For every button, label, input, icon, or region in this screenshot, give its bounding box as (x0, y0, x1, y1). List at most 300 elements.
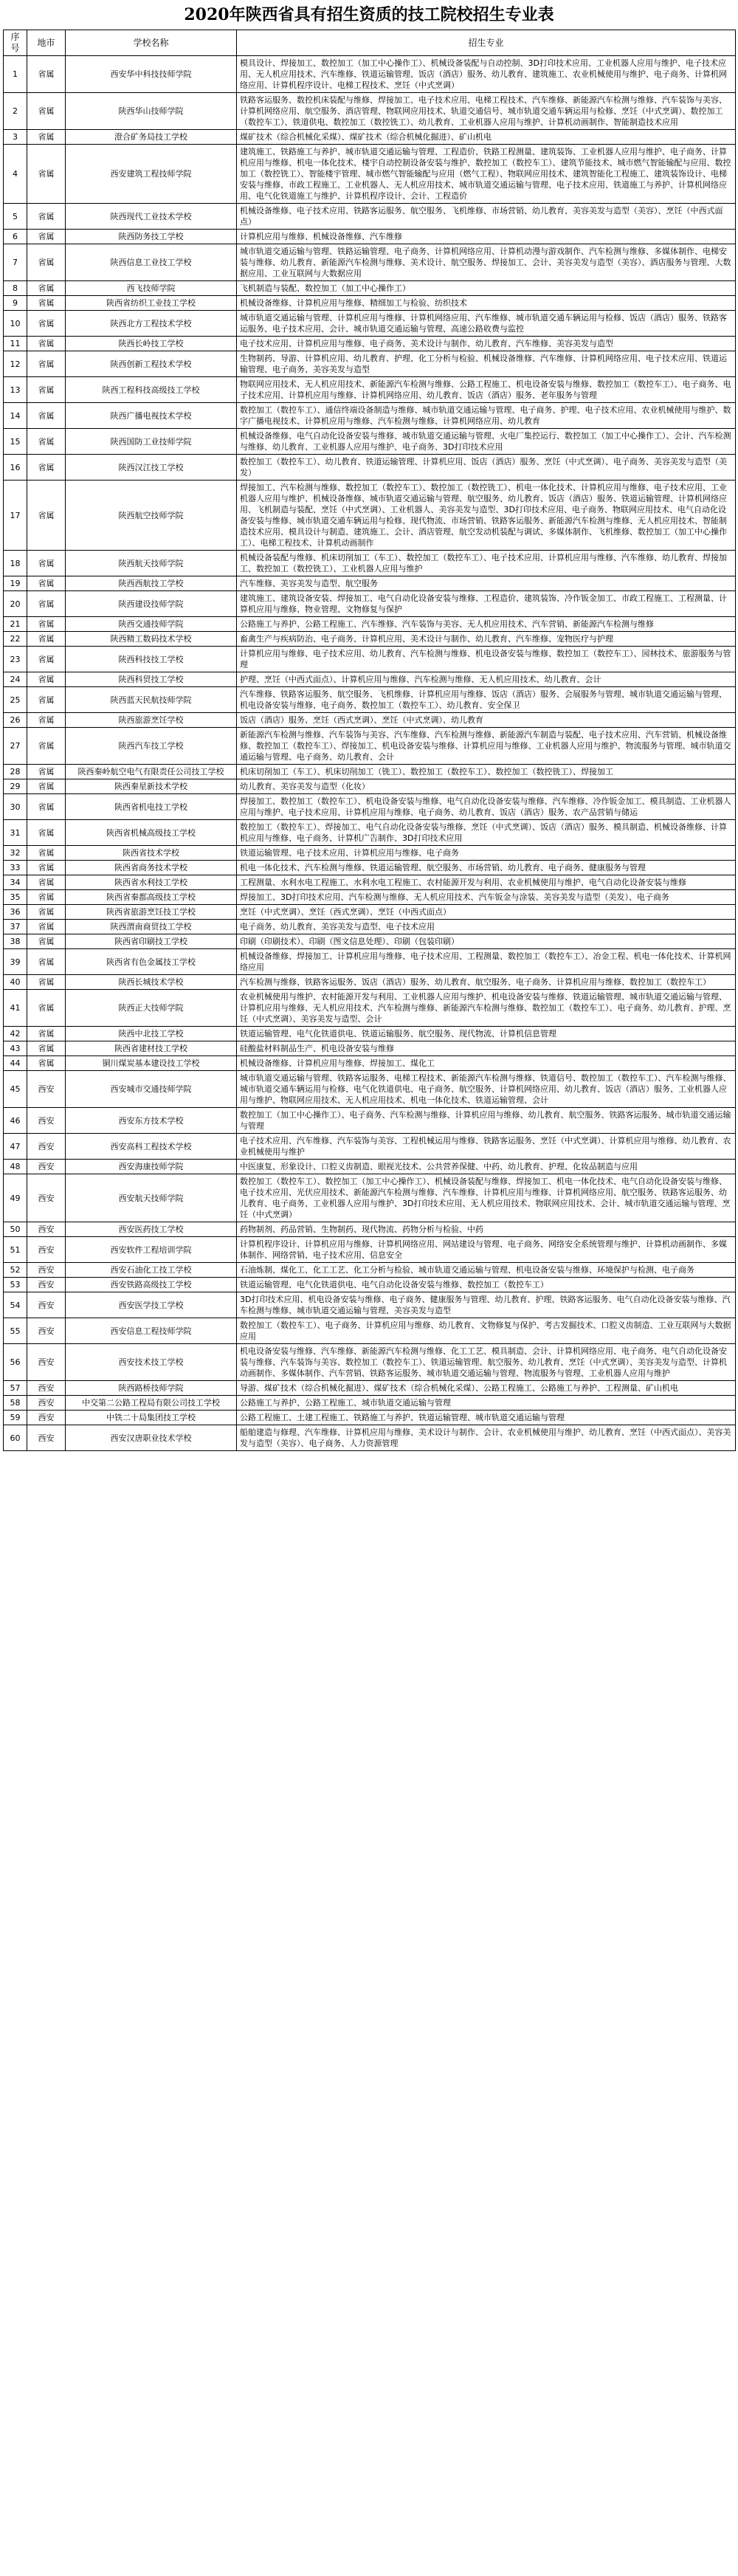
table-row (4, 975, 736, 990)
table-row (4, 204, 736, 230)
cell-school: 陕西华山技师学院 (66, 93, 237, 130)
table-row (4, 1278, 736, 1292)
cell-school: 陕西省印刷技工学校 (66, 934, 237, 949)
cell-majors: 3D打印技术应用、机电设备安装与维修、电子商务、健康服务与管理、幼儿教育、护理、铁路客运服务、电气自动化设备安装与维修、汽车检测与维修、城市轨道交通运输与管理、美容美发与造型 (237, 1292, 736, 1318)
cell-no: 21 (4, 617, 27, 632)
cell-no: 37 (4, 920, 27, 934)
cell-no: 57 (4, 1381, 27, 1396)
table-row (4, 351, 736, 377)
table-row (4, 1411, 736, 1425)
cell-majors: 数控加工（数控车工）、电子商务、计算机应用与维修、幼儿教育、文物修复与保护、考古发掘技术、口腔义齿制造、工业互联网与大数据应用 (237, 1318, 736, 1344)
cell-region: 省属 (27, 1027, 66, 1041)
cell-no: 55 (4, 1318, 27, 1344)
cell-majors: 生物制药、导游、计算机应用、幼儿教育、护理、化工分析与检验、机械设备维修、汽车维修、计算机网络应用、电子技术应用、铁道运输管理、电子商务、美容美发与造型 (237, 351, 736, 377)
cell-region: 西安 (27, 1071, 66, 1108)
cell-region: 省属 (27, 481, 66, 551)
table-row (4, 920, 736, 934)
cell-school: 陕西长城技术学校 (66, 975, 237, 990)
table-row (4, 875, 736, 890)
cell-no: 5 (4, 204, 27, 230)
table-row (4, 647, 736, 672)
cell-majors: 煤矿技术（综合机械化采煤）、煤矿技术（综合机械化掘进）、矿山机电 (237, 130, 736, 145)
cell-region: 省属 (27, 351, 66, 377)
cell-school: 陕西科技技工学校 (66, 647, 237, 672)
table-body (4, 56, 736, 1451)
cell-region: 省属 (27, 230, 66, 244)
table-row (4, 1134, 736, 1160)
cell-school: 陕西汽车技工学校 (66, 728, 237, 765)
cell-school: 陕西西航技工学校 (66, 576, 237, 591)
cell-majors: 石油炼制、煤化工、化工工艺、化工分析与检验、城市轨道交通运输与管理、机电设备安装与维修、环境保护与检测、电子商务 (237, 1263, 736, 1278)
cell-no: 19 (4, 576, 27, 591)
cell-majors: 机电设备安装与维修、汽车维修、新能源汽车检测与维修、化工工艺、模具制造、会计、计算机网络应用、电子商务、电气自动化设备安装与维修、汽车装饰与美容、数控加工（数控车工）、铁道运输管理、航空服务、幼儿教育、烹饪（中式烹调）、美容美发与造型、计算机动画制作、多媒体制作、汽车营销、铁路客运服务、城市轨道交通运输与管理、物流服务与管理、工业机器人应用与维护 (237, 1344, 736, 1381)
cell-region: 西安 (27, 1381, 66, 1396)
cell-region: 西安 (27, 1108, 66, 1134)
cell-majors: 中医康复、形象设计、口腔义齿制造、眼视光技术、公共营养保健、中药、幼儿教育、护理、化妆品制造与应用 (237, 1160, 736, 1174)
cell-school: 陕西省机械高级技工学校 (66, 820, 237, 846)
table-row (4, 728, 736, 765)
table-row (4, 576, 736, 591)
cell-no: 18 (4, 551, 27, 576)
cell-no: 11 (4, 337, 27, 351)
cell-majors: 公路施工与养护、公路工程施工、城市轨道交通运输与管理 (237, 1396, 736, 1411)
cell-majors: 印刷（印刷技术）、印刷（图文信息处理）、印刷（包装印刷） (237, 934, 736, 949)
table-row (4, 481, 736, 551)
cell-region: 省属 (27, 1041, 66, 1056)
table-row (4, 1263, 736, 1278)
cell-region: 西安 (27, 1160, 66, 1174)
cell-no: 58 (4, 1396, 27, 1411)
cell-school: 陕西防务技工学校 (66, 230, 237, 244)
table-row (4, 905, 736, 920)
cell-majors: 铁道运输管理、电子技术应用、计算机应用与维修、电子商务 (237, 846, 736, 861)
table-row (4, 1160, 736, 1174)
table-row (4, 765, 736, 779)
table-row (4, 949, 736, 975)
cell-region: 省属 (27, 296, 66, 311)
cell-no: 12 (4, 351, 27, 377)
cell-no: 42 (4, 1027, 27, 1041)
cell-no: 54 (4, 1292, 27, 1318)
cell-region: 省属 (27, 403, 66, 429)
cell-no: 16 (4, 455, 27, 481)
cell-region: 省属 (27, 281, 66, 296)
cell-no: 28 (4, 765, 27, 779)
table-row (4, 820, 736, 846)
cell-no: 34 (4, 875, 27, 890)
table-row (4, 846, 736, 861)
cell-no: 14 (4, 403, 27, 429)
cell-majors: 建筑施工、铁路施工与养护、城市轨道交通运输与管理、工程造价、铁路工程测量、建筑装饰、工业机器人应用与维护、电子商务、计算机应用与维修、机电一体化技术、楼宇自动控制设备安装与维护、数控加工（数控车工）、建筑节能技术、城市燃气智能输配与应用、数控加工（数控铣工）、智能楼宇管理、城市燃气智能输配与应用（燃气工程）、物联网应用技术、建筑智能化工程施工、建筑装饰设计、电梯安装与维修、市政工程施工、工业机器人、无人机应用技术、城市轨道交通运输与管理、电子技术应用、铁道施工与养护、计算机网络应用、电气化铁道施工与维护、计算机程序设计、会计、工程造价 (237, 145, 736, 204)
cell-region: 西安 (27, 1344, 66, 1381)
cell-school: 中铁二十局集团技工学校 (66, 1411, 237, 1425)
cell-majors: 汽车检测与维修、铁路客运服务、饭店（酒店）服务、幼儿教育、航空服务、电子商务、计算机应用与维修、数控加工（数控车工） (237, 975, 736, 990)
cell-school: 陕西现代工业技术学校 (66, 204, 237, 230)
table-row (4, 403, 736, 429)
cell-majors: 计算机应用与维修、机械设备维修、汽车维修 (237, 230, 736, 244)
cell-majors: 计算机应用与维修、电子技术应用、幼儿教育、汽车检测与维修、机电设备安装与维修、数控加工（数控车工）、园林技术、旅游服务与管理 (237, 647, 736, 672)
cell-no: 15 (4, 429, 27, 455)
majors-table (3, 30, 736, 1451)
cell-school: 西安技术技工学校 (66, 1344, 237, 1381)
cell-no: 31 (4, 820, 27, 846)
cell-majors: 数控加工（加工中心操作工）、电子商务、汽车检测与维修、计算机应用与维修、幼儿教育、航空服务、铁路客运服务、城市轨道交通运输与管理 (237, 1108, 736, 1134)
cell-school: 西安航天技师学院 (66, 1174, 237, 1222)
cell-majors: 城市轨道交通运输与管理、计算机应用与维修、计算机网络应用、汽车维修、城市轨道交通车辆运用与检修、饭店（酒店）服务、铁路客运服务、电子技术应用、会计、城市轨道交通运输与管理、高速公路收费与监控 (237, 311, 736, 337)
cell-school: 陕西交通技师学院 (66, 617, 237, 632)
table-row (4, 617, 736, 632)
cell-region: 省属 (27, 890, 66, 905)
cell-no: 56 (4, 1344, 27, 1381)
cell-region: 省属 (27, 794, 66, 820)
cell-no: 44 (4, 1056, 27, 1071)
cell-no: 45 (4, 1071, 27, 1108)
cell-region: 省属 (27, 1056, 66, 1071)
cell-school: 陕西汉江技工学校 (66, 455, 237, 481)
cell-majors: 农业机械使用与维护、农村能源开发与利用、工业机器人应用与维护、机电设备安装与维修、铁道运输管理、城市轨道交通运输与管理、计算机应用与维修、无人机应用技术、汽车检测与维修、新能源汽车检测与维修、数控加工（数控车工）、电子商务、幼儿教育、护理、烹饪（中式烹调）、美容美发与造型、会计 (237, 990, 736, 1027)
cell-no: 38 (4, 934, 27, 949)
cell-school: 陕西北方工程技术学校 (66, 311, 237, 337)
cell-region: 省属 (27, 244, 66, 281)
cell-majors: 城市轨道交通运输与管理、铁路运输管理、电子商务、计算机网络应用、计算机动漫与游戏制作、汽车检测与维修、多媒体制作、电梯安装与维修、幼儿教育、新能源汽车检测与维修、美术设计、航空服务、焊接加工、会计、美容美发与造型（美容）、酒店服务与管理、大数据应用、工业互联网与大数据应用 (237, 244, 736, 281)
cell-majors: 机械设备维修、电气自动化设备安装与维修、城市轨道交通运输与管理、火电厂集控运行、数控加工（加工中心操作工）、会计、汽车检测与维修、幼儿教育、工业机器人应用与维护、电子商务、3D打印技术应用 (237, 429, 736, 455)
cell-region: 西安 (27, 1396, 66, 1411)
cell-no: 4 (4, 145, 27, 204)
cell-majors: 汽车维修、美容美发与造型、航空服务 (237, 576, 736, 591)
cell-region: 西安 (27, 1134, 66, 1160)
cell-region: 省属 (27, 672, 66, 687)
cell-majors: 公路工程施工、土建工程施工、铁路施工与养护、铁道运输管理、城市轨道交通运输与管理 (237, 1411, 736, 1425)
table-row (4, 990, 736, 1027)
table-row (4, 1396, 736, 1411)
cell-majors: 硅酸盐材料制品生产、机电设备安装与维修 (237, 1041, 736, 1056)
cell-majors: 数控加工（数控车工）、通信终端设备制造与维修、城市轨道交通运输与管理、电子商务、护理、电子技术应用、农业机械使用与维护、数字广播电视技术、计算机应用与维修、汽车检测与维修、计算机网络应用、幼儿教育 (237, 403, 736, 429)
cell-no: 49 (4, 1174, 27, 1222)
cell-majors: 数控加工（数控车工）、幼儿教育、铁道运输管理、计算机应用、饭店（酒店）服务、烹饪（中式烹调）、电子商务、美容美发与造型（美发） (237, 455, 736, 481)
cell-region: 省属 (27, 617, 66, 632)
cell-majors: 机械设备维修、焊接加工、计算机应用与维修、电子技术应用、工程测量、数控加工（数控车工）、冶金工程、机电一体化技术、计算机网络应用 (237, 949, 736, 975)
cell-region: 西安 (27, 1278, 66, 1292)
cell-region: 西安 (27, 1425, 66, 1451)
cell-no: 17 (4, 481, 27, 551)
cell-majors: 模具设计、焊接加工、数控加工（加工中心操作工）、机械设备装配与自动控制、3D打印技术应用、工业机器人应用与维护、电子技术应用、无人机应用技术、汽车维修、铁道运输管理、饭店（酒店）服务、幼儿教育、建筑施工、农业机械使用与维护、电子商务、计算机网络应用、计算机程序设计、电梯工程技术、烹饪（中式烹调） (237, 56, 736, 93)
table-row (4, 244, 736, 281)
cell-region: 省属 (27, 846, 66, 861)
cell-majors: 机械设备维修、计算机应用与维修、精细加工与检验、纺织技术 (237, 296, 736, 311)
cell-majors: 机械设备维修、电子技术应用、铁路客运服务、航空服务、飞机维修、市场营销、幼儿教育、美容美发与造型（美容）、烹饪（中西式面点） (237, 204, 736, 230)
cell-school: 陕西路桥技师学院 (66, 1381, 237, 1396)
cell-school: 陕西省水利技工学校 (66, 875, 237, 890)
cell-no: 33 (4, 861, 27, 875)
cell-region: 省属 (27, 56, 66, 93)
cell-region: 省属 (27, 920, 66, 934)
cell-majors: 幼儿教育、美容美发与造型（化妆） (237, 779, 736, 794)
cell-school: 陕西渭南商贸技工学校 (66, 920, 237, 934)
cell-no: 23 (4, 647, 27, 672)
cell-school: 陕西省秦都高级技工学校 (66, 890, 237, 905)
cell-no: 46 (4, 1108, 27, 1134)
cell-school: 陕西蓝天民航技师学院 (66, 687, 237, 713)
cell-region: 省属 (27, 429, 66, 455)
cell-no: 30 (4, 794, 27, 820)
cell-no: 22 (4, 632, 27, 647)
cell-no: 50 (4, 1222, 27, 1237)
table-row (4, 429, 736, 455)
cell-majors: 电子商务、幼儿教育、美容美发与造型、电子技术应用 (237, 920, 736, 934)
cell-no: 39 (4, 949, 27, 975)
cell-no: 20 (4, 591, 27, 617)
cell-majors: 机电一体化技术、汽车检测与维修、铁道运输管理、航空服务、市场营销、幼儿教育、电子商务、健康服务与管理 (237, 861, 736, 875)
cell-no: 35 (4, 890, 27, 905)
cell-majors: 铁道运输管理、电气化铁道供电、铁道运输服务、航空服务、现代物流、计算机信息管理 (237, 1027, 736, 1041)
cell-region: 西安 (27, 1222, 66, 1237)
cell-region: 省属 (27, 820, 66, 846)
table-row (4, 779, 736, 794)
cell-majors: 焊接加工、汽车检测与维修、数控加工（数控车工）、数控加工（数控铣工）、机电一体化技术、计算机应用与维修、电子技术应用、工业机器人应用与维护、机械设备维修、城市轨道交通运输与管理、航空服务、幼儿教育、饭店（酒店）服务、铁道运输管理、计算机网络应用、飞机制造与装配、烹饪（中式烹调）、工业机器人、美容美发与造型、3D打印技术应用、电子商务、物联网应用技术、电气自动化设备安装与维修、城市轨道交通车辆运用与检修、现代物流、市场营销、铁路客运服务、新能源汽车检测与维修、无人机应用技术、智能制造技术应用、模具设计与制造、建筑施工、会计、酒店管理、航空发动机装配与调试、多媒体制作、飞机维修、数控加工（加工中心操作工）、电梯工程技术、计算机动画制作 (237, 481, 736, 551)
cell-majors: 焊接加工、3D打印技术应用、汽车检测与维修、无人机应用技术、汽车钣金与涂装、美容美发与造型（美发）、电子商务 (237, 890, 736, 905)
table-row (4, 1071, 736, 1108)
cell-school: 陕西中北技工学校 (66, 1027, 237, 1041)
cell-no: 27 (4, 728, 27, 765)
cell-school: 陕西正大技师学院 (66, 990, 237, 1027)
cell-no: 60 (4, 1425, 27, 1451)
header-majors: 招生专业 (237, 30, 736, 56)
cell-school: 陕西省建材技工学校 (66, 1041, 237, 1056)
table-row (4, 230, 736, 244)
cell-majors: 机械设备维修、计算机应用与维修、焊接加工、煤化工 (237, 1056, 736, 1071)
cell-school: 陕西工程科技高级技工学校 (66, 377, 237, 403)
cell-no: 48 (4, 1160, 27, 1174)
table-row (4, 281, 736, 296)
cell-school: 陕西省有色金属技工学校 (66, 949, 237, 975)
cell-school: 西安软件工程培训学院 (66, 1237, 237, 1263)
cell-majors: 机械设备装配与维修、机床切削加工（车工）、数控加工（数控车工）、电子技术应用、计算机应用与维修、汽车维修、幼儿教育、焊接加工、数控加工（数控铣工）、工业机器人应用与维护 (237, 551, 736, 576)
table-row (4, 93, 736, 130)
table-row (4, 377, 736, 403)
cell-no: 43 (4, 1041, 27, 1056)
cell-region: 西安 (27, 1174, 66, 1222)
cell-school: 陕西信息工业技工学校 (66, 244, 237, 281)
cell-school: 陕西航天技师学院 (66, 551, 237, 576)
cell-region: 西安 (27, 1292, 66, 1318)
cell-no: 51 (4, 1237, 27, 1263)
table-row (4, 1174, 736, 1222)
cell-region: 省属 (27, 687, 66, 713)
cell-majors: 建筑施工、建筑设备安装、焊接加工、电气自动化设备安装与维修、工程造价、建筑装饰、冷作钣金加工、市政工程施工、工程测量、计算机应用与维修、物业管理、文物修复与保护 (237, 591, 736, 617)
cell-majors: 护理、烹饪（中西式面点）、计算机应用与维修、汽车检测与维修、无人机应用技术、幼儿教育、会计 (237, 672, 736, 687)
cell-school: 铜川煤炭基本建设技工学校 (66, 1056, 237, 1071)
table-header-row (4, 30, 736, 56)
cell-no: 47 (4, 1134, 27, 1160)
cell-school: 陕西省技术学校 (66, 846, 237, 861)
cell-school: 西安信息工程技师学院 (66, 1318, 237, 1344)
cell-region: 西安 (27, 1411, 66, 1425)
cell-majors: 铁道运输管理、电气化铁道供电、电气自动化设备安装与维修、数控加工（数控车工） (237, 1278, 736, 1292)
cell-no: 13 (4, 377, 27, 403)
cell-no: 36 (4, 905, 27, 920)
table-row (4, 551, 736, 576)
cell-region: 省属 (27, 145, 66, 204)
cell-no: 7 (4, 244, 27, 281)
cell-school: 中交第二公路工程局有限公司技工学校 (66, 1396, 237, 1411)
cell-region: 省属 (27, 455, 66, 481)
table-row (4, 687, 736, 713)
cell-majors: 药物制剂、药品营销、生物制药、现代物流、药物分析与检验、中药 (237, 1222, 736, 1237)
cell-no: 1 (4, 56, 27, 93)
cell-no: 8 (4, 281, 27, 296)
cell-school: 陕西科贸技工学校 (66, 672, 237, 687)
cell-school: 澄合矿务局技工学校 (66, 130, 237, 145)
cell-majors: 计算机程序设计、计算机应用与维修、计算机网络应用、网站建设与管理、电子商务、网络安全系统管理与维护、计算机动画制作、多媒体制作、网络营销、电子技术应用、信息安全 (237, 1237, 736, 1263)
cell-region: 省属 (27, 990, 66, 1027)
cell-school: 西安医药技工学校 (66, 1222, 237, 1237)
cell-region: 省属 (27, 861, 66, 875)
cell-no: 29 (4, 779, 27, 794)
cell-school: 西飞技师学院 (66, 281, 237, 296)
table-row (4, 145, 736, 204)
cell-region: 省属 (27, 130, 66, 145)
cell-region: 省属 (27, 632, 66, 647)
cell-school: 西安城市交通技师学院 (66, 1071, 237, 1108)
cell-region: 省属 (27, 779, 66, 794)
cell-no: 24 (4, 672, 27, 687)
cell-majors: 电子技术应用、汽车维修、汽车装饰与美容、工程机械运用与维修、铁路客运服务、烹饪（中式烹调）、计算机应用与维修、幼儿教育、农业机械使用与维护 (237, 1134, 736, 1160)
table-row (4, 794, 736, 820)
table-row (4, 591, 736, 617)
cell-region: 省属 (27, 975, 66, 990)
cell-school: 西安石油化工技工学校 (66, 1263, 237, 1278)
cell-school: 陕西省商务技术学校 (66, 861, 237, 875)
table-row (4, 1027, 736, 1041)
table-row (4, 861, 736, 875)
table-row (4, 672, 736, 687)
cell-no: 26 (4, 713, 27, 728)
cell-region: 省属 (27, 551, 66, 576)
table-row (4, 1237, 736, 1263)
cell-region: 省属 (27, 93, 66, 130)
table-row (4, 56, 736, 93)
table-row (4, 130, 736, 145)
cell-school: 陕西创新工程技术学校 (66, 351, 237, 377)
cell-region: 西安 (27, 1237, 66, 1263)
cell-majors: 数控加工（数控车工）、焊接加工、电气自动化设备安装与维修、烹饪（中式烹调）、饭店（酒店）服务、模具制造、机械设备维修、计算机应用与维修、电子商务、计算机广告制作、3D打印技术应用 (237, 820, 736, 846)
cell-no: 40 (4, 975, 27, 990)
cell-no: 59 (4, 1411, 27, 1425)
cell-school: 陕西广播电视技术学校 (66, 403, 237, 429)
cell-region: 省属 (27, 905, 66, 920)
cell-majors: 导游、煤矿技术（综合机械化掘进）、煤矿技术（综合机械化采煤）、公路工程施工、公路施工与养护、工程测量、矿山机电 (237, 1381, 736, 1396)
cell-region: 省属 (27, 337, 66, 351)
cell-majors: 数控加工（数控车工）、数控加工（加工中心操作工）、机械设备装配与维修、焊接加工、机电一体化技术、电气自动化设备安装与维修、电子技术应用、光伏应用技术、新能源汽车检测与维修、汽车维修、计算机应用与维修、计算机网络应用、航空服务、铁路客运服务、幼儿教育、电子商务、工业机器人应用与维护、3D打印技术应用、无人机应用技术、物联网应用技术、会计、城市轨道交通运输与管理、烹饪（中式烹调） (237, 1174, 736, 1222)
cell-school: 陕西国防工业技师学院 (66, 429, 237, 455)
table-row (4, 1041, 736, 1056)
cell-school: 陕西旅游烹饪学校 (66, 713, 237, 728)
cell-school: 陕西建设技师学院 (66, 591, 237, 617)
cell-no: 41 (4, 990, 27, 1027)
cell-majors: 物联网应用技术、无人机应用技术、新能源汽车检测与维修、公路工程施工、机电设备安装与维修、数控加工（数控车工）、电子商务、电子技术应用、计算机应用与维修、计算机网络应用、幼儿教育、饭店（酒店）服务、老年服务与管理 (237, 377, 736, 403)
table-row (4, 890, 736, 905)
cell-school: 西安海康技师学院 (66, 1160, 237, 1174)
cell-region: 省属 (27, 576, 66, 591)
cell-majors: 公路施工与养护、公路工程施工、汽车维修、汽车装饰与美容、无人机应用技术、汽车营销、新能源汽车检测与维修 (237, 617, 736, 632)
table-row (4, 1318, 736, 1344)
table-row (4, 337, 736, 351)
cell-majors: 饭店（酒店）服务、烹饪（西式烹调）、烹饪（中式烹调）、幼儿教育 (237, 713, 736, 728)
cell-no: 2 (4, 93, 27, 130)
cell-school: 西安汉唐职业技术学校 (66, 1425, 237, 1451)
cell-majors: 船舶建造与修理、汽车维修、计算机应用与维修、美术设计与制作、会计、农业机械使用与维护、幼儿教育、烹饪（中西式面点）、美容美发与造型（美容）、电子商务、人力资源管理 (237, 1425, 736, 1451)
cell-school: 陕西秦星新技术学校 (66, 779, 237, 794)
cell-school: 陕西长岭技工学校 (66, 337, 237, 351)
table-row (4, 1292, 736, 1318)
cell-majors: 电子技术应用、计算机应用与维修、电子商务、美术设计与制作、幼儿教育、汽车维修、美容美发与造型 (237, 337, 736, 351)
page-title: 2020年陕西省具有招生资质的技工院校招生专业表 (184, 5, 554, 24)
header-region: 地市 (27, 30, 66, 56)
table-row (4, 1425, 736, 1451)
cell-school: 陕西省旅游烹饪技工学校 (66, 905, 237, 920)
cell-no: 9 (4, 296, 27, 311)
cell-majors: 城市轨道交通运输与管理、铁路客运服务、电梯工程技术、新能源汽车检测与维修、铁道信号、数控加工（数控车工）、汽车检测与维修、城市轨道交通车辆运用与检修、电气化铁道供电、电子商务、航空服务、计算机网络应用、幼儿教育、饭店（酒店）服务、工业机器人应用与维护、物联网应用技术、无人机应用技术、机电一体化技术、铁道运输管理、会计 (237, 1071, 736, 1108)
cell-no: 6 (4, 230, 27, 244)
cell-majors: 焊接加工、数控加工（数控车工）、机电设备安装与维修、电气自动化设备安装与维修、汽车维修、冷作钣金加工、模具制造、工业机器人应用与维护、电子技术应用、计算机应用与维修、电子商务、幼儿教育、饭店（酒店）服务、农产品营销与储运 (237, 794, 736, 820)
cell-no: 32 (4, 846, 27, 861)
cell-region: 省属 (27, 377, 66, 403)
cell-region: 省属 (27, 765, 66, 779)
cell-school: 陕西省纺织工业技工学校 (66, 296, 237, 311)
cell-region: 省属 (27, 204, 66, 230)
cell-majors: 新能源汽车检测与维修、汽车装饰与美容、汽车维修、汽车检测与维修、新能源汽车制造与装配、电子技术应用、汽车营销、机械设备维修、数控加工（数控车工）、焊接加工、机电设备安装与维修、计算机应用与维修、工业机器人应用与维护、物流服务与管理、城市轨道交通运输与管理、电子商务、幼儿教育、会计 (237, 728, 736, 765)
table-row (4, 1056, 736, 1071)
cell-region: 省属 (27, 647, 66, 672)
table-row (4, 632, 736, 647)
cell-region: 省属 (27, 934, 66, 949)
cell-region: 省属 (27, 875, 66, 890)
cell-majors: 机床切削加工（车工）、机床切削加工（铣工）、数控加工（数控车工）、数控加工（数控铣工）、焊接加工 (237, 765, 736, 779)
cell-region: 西安 (27, 1318, 66, 1344)
header-school: 学校名称 (66, 30, 237, 56)
cell-no: 25 (4, 687, 27, 713)
cell-majors: 汽车维修、铁路客运服务、航空服务、飞机维修、计算机应用与维修、饭店（酒店）服务、会展服务与管理、城市轨道交通运输与管理、机电设备安装与维修、电子商务、数控加工（数控车工）、幼儿教育、安全保卫 (237, 687, 736, 713)
cell-school: 陕西航空技师学院 (66, 481, 237, 551)
table-row (4, 296, 736, 311)
cell-majors: 工程测量、水利水电工程施工、水利水电工程施工、农村能源开发与利用、农业机械使用与维护、电气自动化设备安装与维修 (237, 875, 736, 890)
table-row (4, 311, 736, 337)
cell-region: 省属 (27, 591, 66, 617)
cell-school: 陕西省机电技工学校 (66, 794, 237, 820)
cell-school: 西安高科工程技术学校 (66, 1134, 237, 1160)
cell-no: 53 (4, 1278, 27, 1292)
cell-majors: 飞机制造与装配、数控加工（加工中心操作工） (237, 281, 736, 296)
cell-school: 西安建筑工程技师学院 (66, 145, 237, 204)
cell-school: 西安东方技术学校 (66, 1108, 237, 1134)
cell-majors: 畜禽生产与疾病防治、电子商务、计算机应用、美术设计与制作、幼儿教育、汽车维修、宠物医疗与护理 (237, 632, 736, 647)
cell-school: 西安医学技工学校 (66, 1292, 237, 1318)
table-row (4, 1381, 736, 1396)
table-row (4, 934, 736, 949)
cell-region: 省属 (27, 713, 66, 728)
cell-school: 西安铁路高级技工学校 (66, 1278, 237, 1292)
cell-region: 西安 (27, 1263, 66, 1278)
cell-majors: 烹饪（中式烹调）、烹饪（西式烹调）、烹饪（中西式面点） (237, 905, 736, 920)
cell-school: 西安华中科技技师学院 (66, 56, 237, 93)
cell-school: 陕西精工数码技术学校 (66, 632, 237, 647)
table-row (4, 713, 736, 728)
table-row (4, 1108, 736, 1134)
cell-school: 陕西秦岭航空电气有限责任公司技工学校 (66, 765, 237, 779)
cell-no: 52 (4, 1263, 27, 1278)
cell-region: 省属 (27, 949, 66, 975)
cell-majors: 铁路客运服务、数控机床装配与维修、焊接加工、电子技术应用、电梯工程技术、汽车维修、新能源汽车检测与维修、汽车装饰与美容、计算机网络应用、航空服务、酒店管理、物联网应用技术、轨道交通信号、城市轨道交通车辆运用与检修、烹饪（中式烹调）、数控加工（数控车工）、铁道供电、数控加工（数控铣工）、幼儿教育、工业机器人应用与维护、计算机动画制作、智能制造技术应用 (237, 93, 736, 130)
